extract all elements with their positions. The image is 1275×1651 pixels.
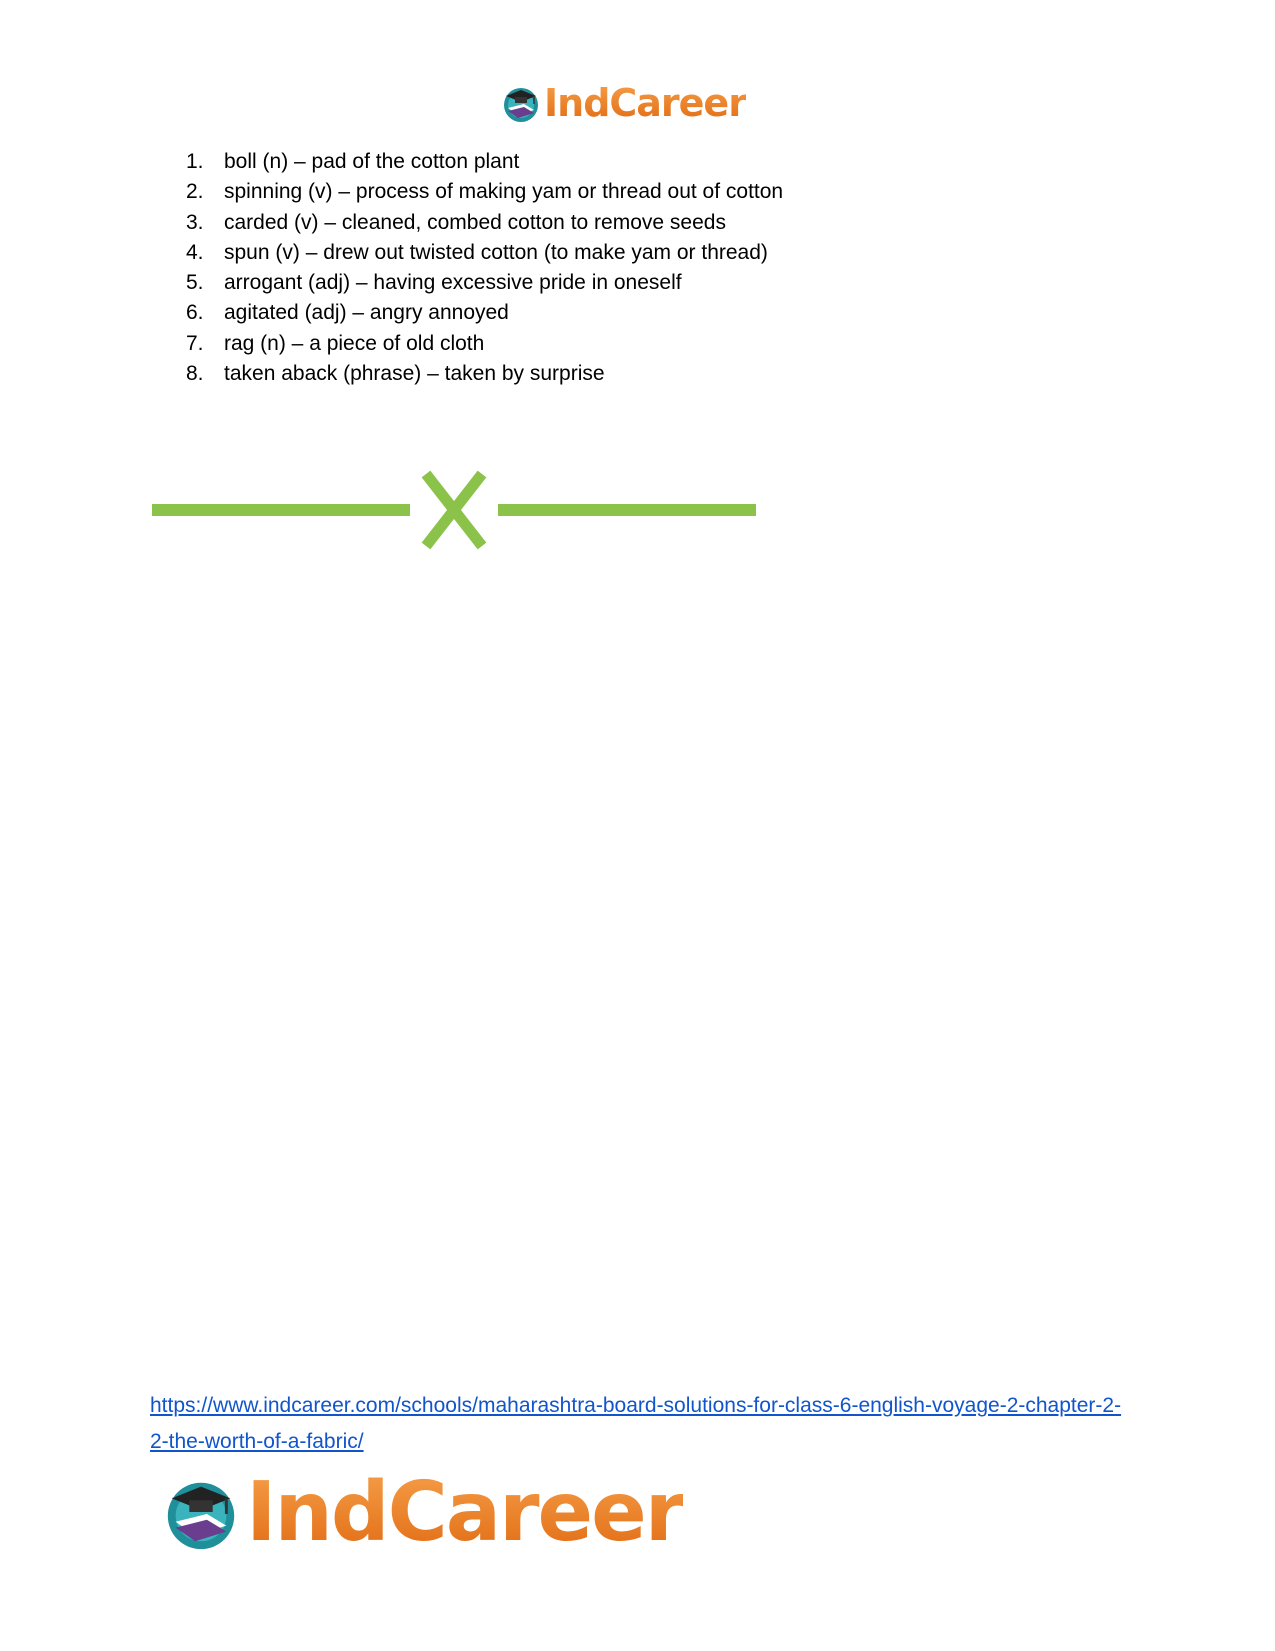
graduation-globe-icon bbox=[500, 82, 542, 124]
vocab-entry: spinning (v) – process of making yam or thread out of cotton bbox=[224, 180, 784, 204]
header-logo-text: IndCareer bbox=[544, 81, 746, 125]
list-item: 1. boll (n) – pad of the cotton plant bbox=[186, 147, 783, 177]
vocab-entry: boll (n) – pad of the cotton plant bbox=[224, 150, 520, 173]
list-item: 6. agitated (adj) – angry annoyed bbox=[186, 298, 783, 328]
list-item: 5. arrogant (adj) – having excessive pride in oneself bbox=[186, 268, 783, 298]
header-logo bbox=[500, 80, 746, 126]
list-item: 7. rag (n) – a piece of old cloth bbox=[186, 329, 783, 359]
vocab-entry: agitated (adj) – angry annoyed bbox=[224, 301, 509, 325]
vocab-entry: taken aback (phrase) – taken by surprise bbox=[224, 362, 605, 386]
vocab-entry: arrogant (adj) – having excessive pride in oneself bbox=[224, 271, 682, 295]
list-item: 3. carded (v) – cleaned, combed cotton to remove seeds bbox=[186, 208, 783, 238]
footer-logo-text: IndCareer bbox=[246, 1464, 684, 1560]
graduation-globe-icon bbox=[160, 1471, 242, 1553]
cross-icon bbox=[426, 474, 482, 546]
vocab-entry: rag (n) – a piece of old cloth bbox=[224, 331, 485, 355]
vocab-entry: spun (v) – drew out twisted cotton (to make yam or thread) bbox=[224, 240, 768, 264]
footer-logo bbox=[160, 1464, 684, 1560]
list-item: 2. spinning (v) – process of making yam or thread out of cotton bbox=[186, 177, 783, 207]
list-item: 4. spun (v) – drew out twisted cotton (to make yam or thread) bbox=[186, 238, 783, 268]
vocab-entry: carded (v) – cleaned, combed cotton to remove seeds bbox=[224, 210, 726, 234]
footer-url-link[interactable]: https://www.indcareer.com/schools/maharashtra-board-solutions-for-class-6-english-voyage-2-chapter-2-2-the-worth-of-a-fabric/ bbox=[150, 1394, 1122, 1453]
list-item: 8. taken aback (phrase) – taken by surprise bbox=[186, 359, 783, 389]
section-divider bbox=[152, 470, 756, 550]
vocabulary-list bbox=[186, 147, 783, 389]
